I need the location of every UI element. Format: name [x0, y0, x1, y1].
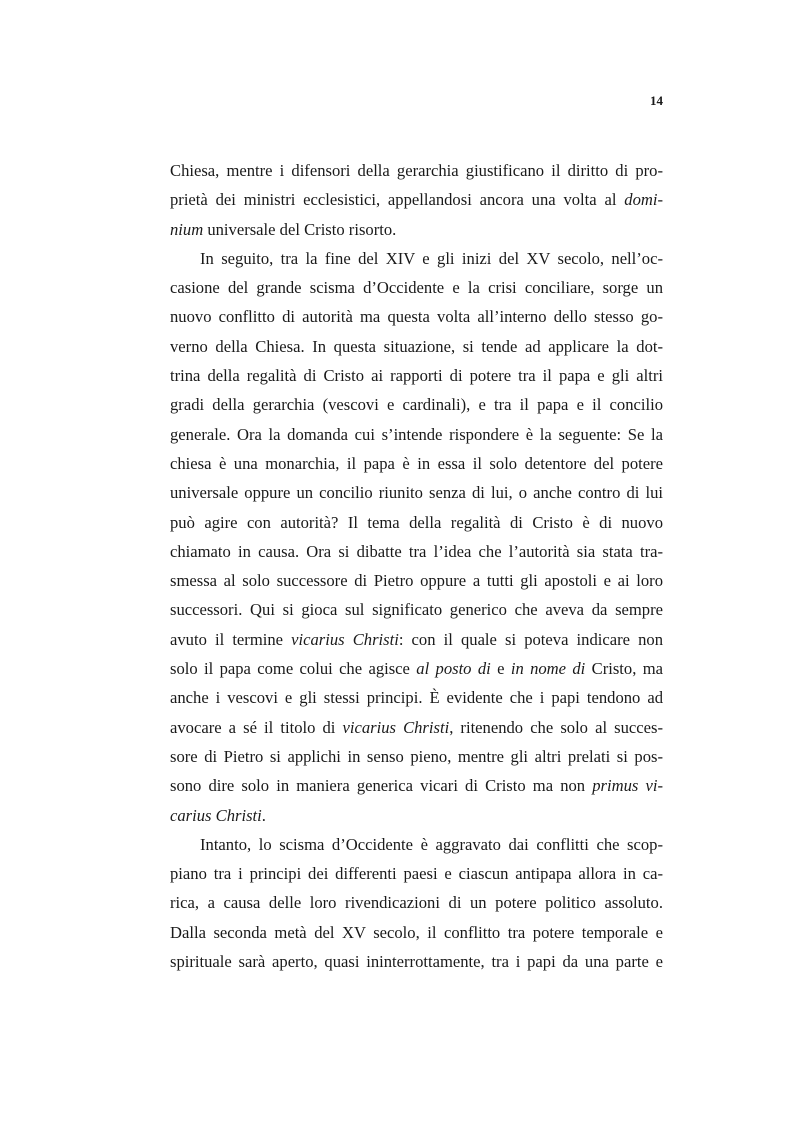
text-segment: .	[261, 805, 266, 825]
italic-text: in nome di	[510, 659, 586, 679]
italic-text: primus vi-	[592, 776, 663, 796]
text-segment: verno della Chiesa. In questa situazione, si tende ad applicare la dot-	[170, 336, 663, 356]
text-line	[170, 361, 663, 390]
italic-text: domi-	[624, 190, 663, 210]
text-line	[170, 244, 663, 273]
text-segment: trina della regalità di Cristo ai rapporti di potere tra il papa e gli altri	[170, 366, 663, 386]
text-line	[170, 595, 663, 624]
text-line	[170, 156, 663, 185]
text-segment: sore di Pietro si applichi in senso pieno, mentre gli altri prelati si pos-	[170, 746, 663, 766]
text-segment: : con il quale si poteva indicare non	[398, 629, 663, 649]
text-segment: casione del grande scisma d’Occidente e la crisi conciliare, sorge un	[170, 278, 663, 298]
text-segment: avuto il termine	[170, 629, 292, 649]
text-segment: Cristo, ma	[585, 659, 663, 679]
text-line	[170, 683, 663, 712]
text-segment: nuovo conflitto di autorità ma questa volta all’interno dello stesso go-	[170, 307, 663, 327]
text-segment: smessa al solo successore di Pietro oppure a tutti gli apostoli e ai loro	[170, 571, 663, 591]
text-line	[170, 478, 663, 507]
text-segment: gradi della gerarchia (vescovi e cardinali), e tra il papa e il concilio	[170, 395, 663, 415]
text-line	[170, 859, 663, 888]
text-segment: successori. Qui si gioca sul significato generico che aveva da sempre	[170, 600, 663, 620]
text-line	[170, 508, 663, 537]
text-line	[170, 302, 663, 331]
text-segment: Dalla seconda metà del XV secolo, il conflitto tra potere temporale e	[170, 922, 663, 942]
body-text	[170, 156, 663, 976]
text-segment: avocare a sé il titolo di	[170, 717, 343, 737]
text-segment: solo il papa come colui che agisce	[170, 659, 417, 679]
text-line	[170, 771, 663, 800]
text-line	[170, 830, 663, 859]
text-line	[170, 390, 663, 419]
italic-text: al posto di	[416, 659, 491, 679]
text-segment: chiesa è una monarchia, il papa è in essa il solo detentore del potere	[170, 453, 663, 473]
text-segment: universale del Cristo risorto.	[203, 219, 397, 239]
text-line	[170, 185, 663, 214]
text-segment: generale. Ora la domanda cui s’intende rispondere è la seguente: Se la	[170, 424, 663, 444]
text-line	[170, 654, 663, 683]
text-segment: rica, a causa delle loro rivendicazioni di un potere politico assoluto.	[170, 893, 663, 913]
text-segment: In seguito, tra la fine del XIV e gli inizi del XV secolo, nell’oc-	[200, 248, 663, 268]
text-segment: , ritenendo che solo al succes-	[449, 717, 663, 737]
italic-text: vicarius Christi	[291, 629, 399, 649]
text-line	[170, 332, 663, 361]
text-line	[170, 420, 663, 449]
text-line	[170, 449, 663, 478]
page-number: 14	[650, 93, 663, 108]
text-segment: chiamato in causa. Ora si dibatte tra l’idea che l’autorità sia stata tra-	[170, 541, 663, 561]
text-line	[170, 537, 663, 566]
text-segment: e	[490, 659, 511, 679]
text-line	[170, 947, 663, 976]
text-segment: prietà dei ministri ecclesistici, appellandosi ancora una volta al	[170, 190, 625, 210]
text-segment: può agire con autorità? Il tema della regalità di Cristo è di nuovo	[170, 512, 663, 532]
text-line	[170, 918, 663, 947]
text-segment: spirituale sarà aperto, quasi ininterrottamente, tra i papi da una parte e	[170, 952, 663, 972]
text-segment: sono dire solo in maniera generica vicari di Cristo ma non	[170, 776, 593, 796]
text-segment: anche i vescovi e gli stessi principi. È evidente che i papi tendono ad	[170, 688, 663, 708]
text-segment: universale oppure un concilio riunito senza di lui, o anche contro di lui	[170, 483, 663, 503]
text-line	[170, 625, 663, 654]
italic-text: nium	[170, 219, 204, 239]
italic-text: carius Christi	[170, 805, 262, 825]
text-line	[170, 215, 663, 244]
italic-text: vicarius Christi	[342, 717, 450, 737]
text-segment: Chiesa, mentre i difensori della gerarchia giustificano il diritto di pro-	[170, 161, 663, 180]
text-line	[170, 273, 663, 302]
text-line	[170, 713, 663, 742]
text-line	[170, 888, 663, 917]
text-line	[170, 801, 663, 830]
text-line	[170, 742, 663, 771]
text-segment: Intanto, lo scisma d’Occidente è aggravato dai conflitti che scop-	[200, 834, 663, 854]
text-line	[170, 566, 663, 595]
text-segment: piano tra i principi dei differenti paesi e ciascun antipapa allora in ca-	[170, 864, 663, 884]
